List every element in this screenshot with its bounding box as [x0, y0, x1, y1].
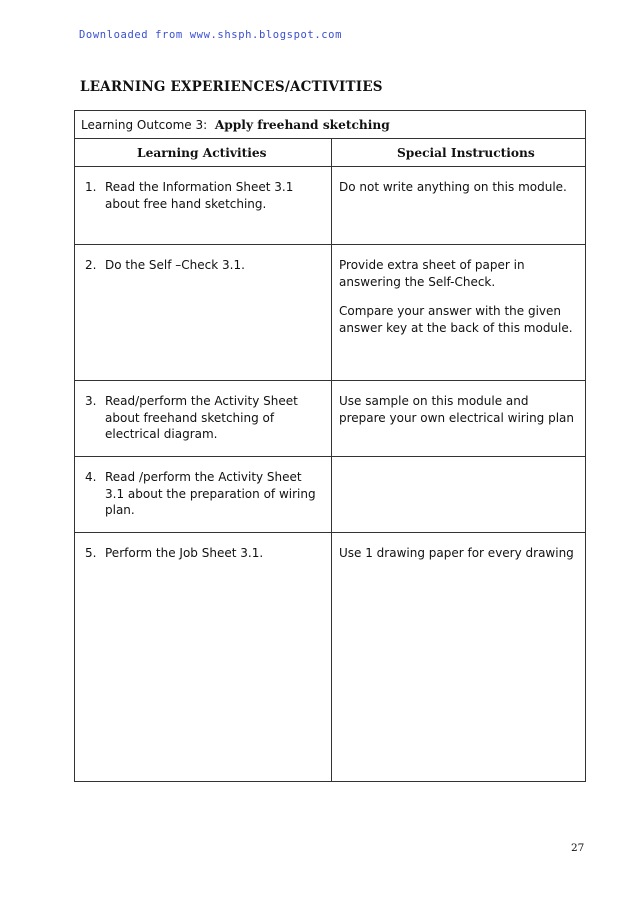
activity-number: 5. [85, 546, 97, 560]
instruction-cell [339, 179, 579, 209]
learning-outcome-label: Learning Outcome 3: [81, 118, 208, 132]
column-header-instructions: Special Instructions [397, 146, 535, 160]
activity-number: 1. [85, 180, 97, 194]
activity-cell [85, 545, 321, 562]
download-watermark: Downloaded from www.shsph.blogspot.com [79, 29, 343, 41]
instruction-text: Use sample on this module and prepare your own electrical wiring plan [339, 394, 575, 425]
table-row [75, 245, 585, 381]
activity-number: 4. [85, 470, 97, 484]
instruction-text: Use 1 drawing paper for every drawing [339, 546, 574, 560]
activity-number: 2. [85, 258, 97, 272]
table-row [75, 167, 585, 245]
activity-text: Read/perform the Activity Sheet about freehand sketching of electrical diagram. [105, 394, 298, 441]
section-heading: LEARNING EXPERIENCES/ACTIVITIES [80, 79, 383, 95]
column-header-activities: Learning Activities [137, 146, 267, 160]
learning-outcome-title: Apply freehand sketching [214, 118, 390, 132]
activity-cell [85, 257, 321, 274]
activity-text: Perform the Job Sheet 3.1. [105, 546, 264, 560]
activity-number: 3. [85, 394, 97, 408]
instruction-cell [339, 469, 579, 482]
instruction-cell [339, 393, 579, 439]
activity-cell [85, 393, 321, 443]
activity-cell [85, 179, 321, 212]
table-header-row [75, 139, 585, 167]
instruction-text: Compare your answer with the given answer key at the back of this module. [339, 304, 573, 335]
learning-outcome-row [75, 111, 585, 139]
table-row [75, 533, 585, 781]
instruction-cell [339, 257, 579, 349]
activity-cell [85, 469, 321, 519]
instruction-text: Provide extra sheet of paper in answering the Self-Check. [339, 258, 525, 289]
table-row [75, 457, 585, 533]
activities-table [74, 110, 586, 782]
activity-text: Read /perform the Activity Sheet 3.1 about the preparation of wiring plan. [105, 470, 316, 517]
table-row [75, 381, 585, 457]
page-number: 27 [571, 842, 585, 854]
instruction-text: Do not write anything on this module. [339, 180, 567, 194]
instruction-cell [339, 545, 579, 575]
activity-text: Read the Information Sheet 3.1 about free hand sketching. [105, 180, 294, 211]
activity-text: Do the Self –Check 3.1. [105, 258, 245, 272]
